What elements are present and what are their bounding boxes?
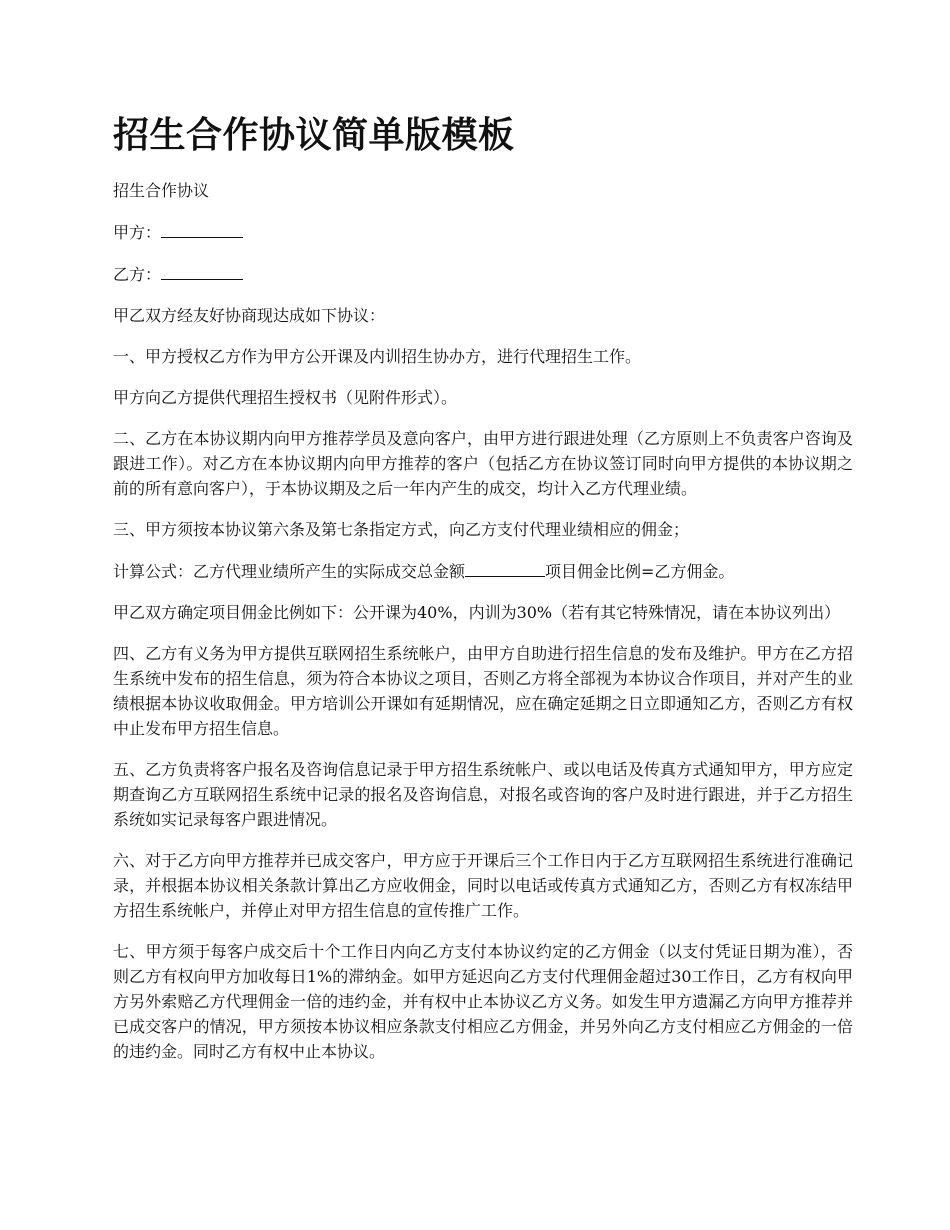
intro-paragraph: 甲乙双方经友好协商现达成如下协议： [113,306,386,325]
document-title: 招生合作协议简单版模板 [113,115,515,156]
agreement-subtitle: 招生合作协议 [113,181,210,200]
party-b-line [113,261,853,287]
document-page [113,108,853,1080]
clause-2: 二、乙方在本协议期内向甲方推荐学员及意向客户，由甲方进行跟进处理（乙方原则上不负责客户咨询及跟进工作）。对乙方在本协议期内向甲方推荐的客户（包括乙方在协议签订同时向甲方提供的本协议期之前的所有意向客户），于本协议期及之后一年内产生的成交，均计入乙方代理业绩。 [113,429,853,498]
party-b-blank [161,261,243,280]
clause-5: 五、乙方负责将客户报名及咨询信息记录于甲方招生系统帐户、或以电话及传真方式通知甲方，甲方应定期查询乙方互联网招生系统中记录的报名及咨询信息，对报名或咨询的客户及时进行跟进，并于乙方招生系统如实记录每客户跟进情况。 [113,760,853,829]
clause-3: 三、甲方须按本协议第六条及第七条指定方式，向乙方支付代理业绩相应的佣金； [113,520,690,539]
clause-1-note: 甲方向乙方提供代理招生授权书（见附件形式）。 [113,388,458,407]
formula-blank [465,558,545,577]
clause-6: 六、对于乙方向甲方推荐并已成交客户，甲方应于开课后三个工作日内于乙方互联网招生系统进行准确记录，并根据本协议相关条款计算出乙方应收佣金，同时以电话或传真方式通知乙方，否则乙方有权冻结甲方招生系统帐户，并停止对甲方招生信息的宣传推广工作。 [113,851,853,920]
clause-7: 七、甲方须于每客户成交后十个工作日内向乙方支付本协议约定的乙方佣金（以支付凭证日期为准），否则乙方有权向甲方加收每日1%的滞纳金。如甲方延迟向乙方支付代理佣金超过30工作日，乙方有权向甲方另外索赔乙方代理佣金一倍的违约金，并有权中止本协议乙方义务。如发生甲方遗漏乙方向甲方推荐并已成交客户的情况，甲方须按本协议相应条款支付相应乙方佣金，并另外向乙方支付相应乙方佣金的一倍的违约金。同时乙方有权中止本协议。 [113,942,853,1061]
formula-line [113,558,853,584]
party-b-label: 乙方： [113,265,162,284]
formula-text-before: 计算公式：乙方代理业绩所产生的实际成交总金额 [113,562,466,581]
party-a-blank [161,219,243,238]
clause-1: 一、甲方授权乙方作为甲方公开课及内训招生协办方，进行代理招生工作。 [113,347,642,366]
clause-4: 四、乙方有义务为甲方提供互联网招生系统帐户，由甲方自助进行招生信息的发布及维护。甲方在乙方招生系统中发布的招生信息，须为符合本协议之项目，否则乙方将全部视为本协议合作项目，并对产生的业绩根据本协议收取佣金。甲方培训公开课如有延期情况，应在确定延期之日立即通知乙方，否则乙方有权中止发布甲方招生信息。 [113,644,853,738]
party-a-line [113,219,853,245]
commission-rates: 甲乙双方确定项目佣金比例如下：公开课为40%，内训为30%（若有其它特殊情况，请在本协议列出） [113,603,841,622]
party-a-label: 甲方： [113,223,162,242]
formula-text-after: 项目佣金比例=乙方佣金。 [545,562,735,581]
